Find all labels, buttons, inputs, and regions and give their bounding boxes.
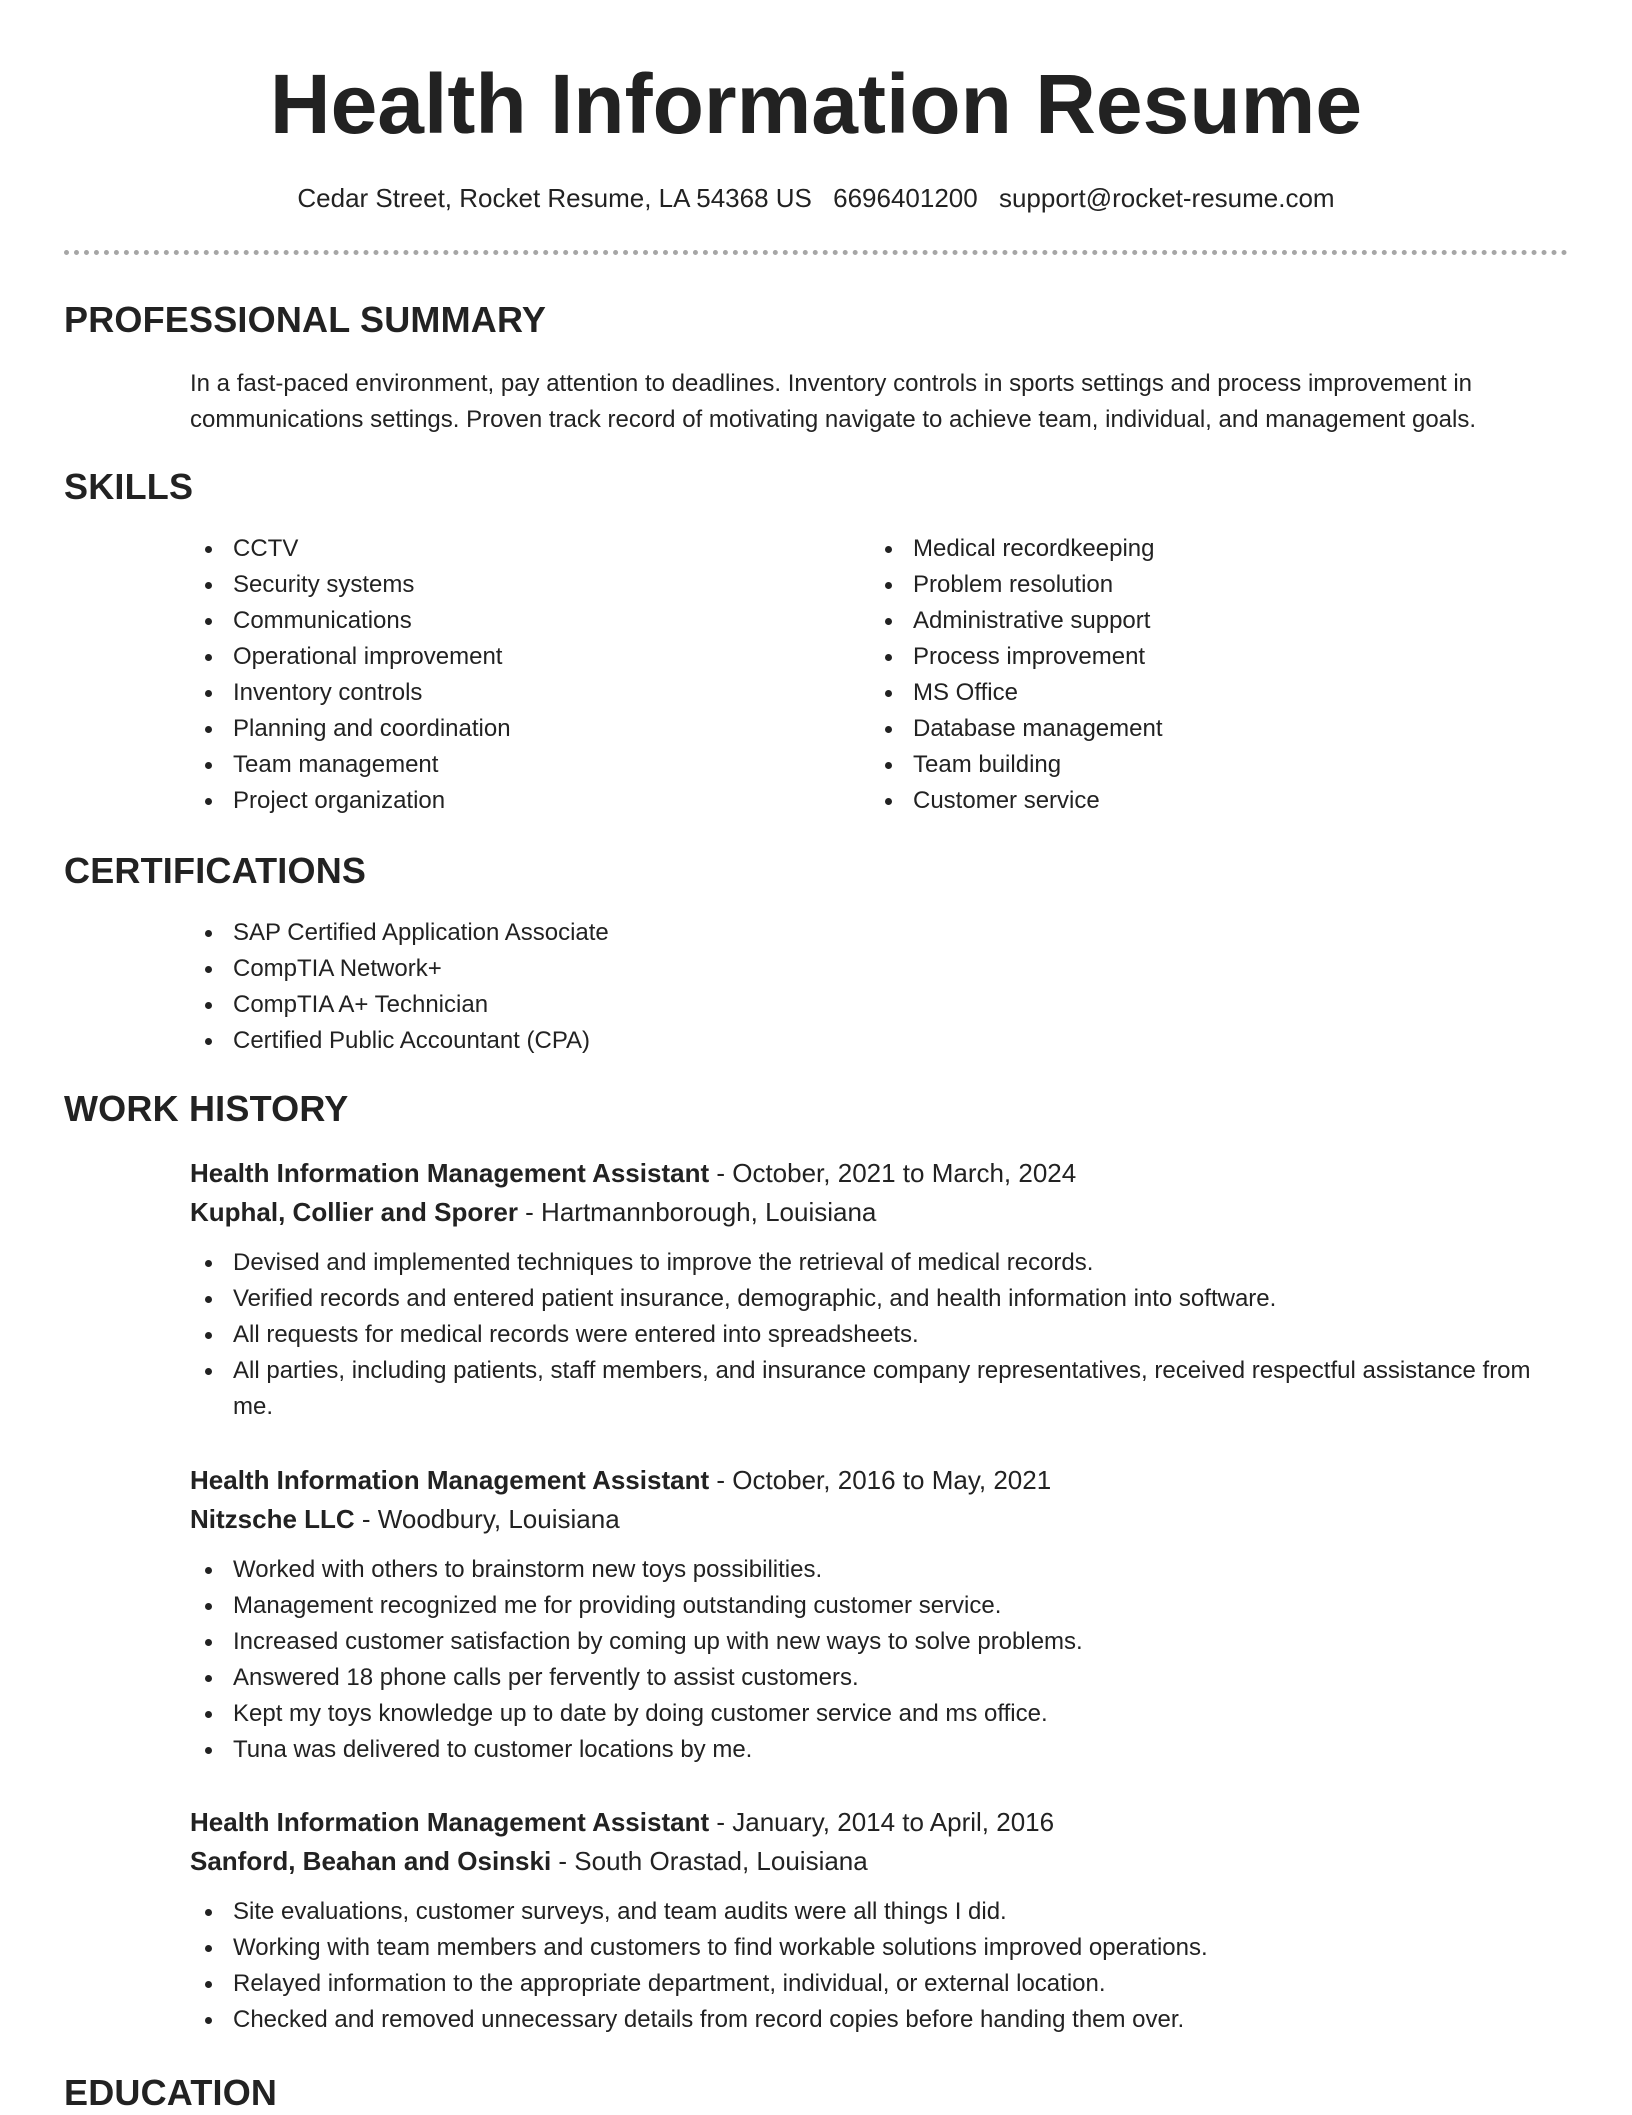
skill-item: Administrative support <box>870 603 1510 639</box>
certifications-heading: CERTIFICATIONS <box>64 850 367 891</box>
certification-item: Certified Public Accountant (CPA) <box>190 1023 1550 1059</box>
job-duty: Tuna was delivered to customer locations by me. <box>190 1732 1550 1768</box>
job-duty: Working with team members and customers to find workable solutions improved operations. <box>190 1930 1550 1966</box>
skill-item: Problem resolution <box>870 567 1510 603</box>
job-duty: All parties, including patients, staff members, and insurance company representatives, received respectful assistance from me. <box>190 1353 1550 1425</box>
skill-item: Planning and coordination <box>190 711 830 747</box>
skill-item: Medical recordkeeping <box>870 531 1510 567</box>
certification-item: SAP Certified Application Associate <box>190 915 1550 951</box>
job-company-line <box>190 1500 1550 1539</box>
skill-item: Team management <box>190 747 830 783</box>
skill-item: Database management <box>870 711 1510 747</box>
skill-item: Security systems <box>190 567 830 603</box>
job-location: - South Orastad, Louisiana <box>551 1846 868 1876</box>
job-entry <box>190 1154 1550 1425</box>
job-title: Health Information Management Assistant <box>190 1465 710 1495</box>
work-history-heading: WORK HISTORY <box>64 1088 349 1129</box>
job-company-line <box>190 1842 1550 1881</box>
skill-item: Inventory controls <box>190 675 830 711</box>
skill-item: Customer service <box>870 783 1510 819</box>
header-divider <box>64 250 1568 255</box>
job-dates: - October, 2016 to May, 2021 <box>709 1465 1052 1495</box>
job-company: Sanford, Beahan and Osinski <box>190 1846 552 1876</box>
contact-address: Cedar Street, Rocket Resume, LA 54368 US <box>297 183 812 213</box>
job-duties-list <box>190 1245 1550 1425</box>
job-location: - Hartmannborough, Louisiana <box>517 1197 877 1227</box>
certifications-list <box>190 915 1550 1059</box>
job-title-line <box>190 1803 1550 1842</box>
job-title-line <box>190 1461 1550 1500</box>
job-company: Kuphal, Collier and Sporer <box>190 1197 518 1227</box>
contact-line <box>0 180 1632 216</box>
skills-heading: SKILLS <box>64 466 194 507</box>
job-duty: Answered 18 phone calls per fervently to assist customers. <box>190 1660 1550 1696</box>
job-duty: All requests for medical records were entered into spreadsheets. <box>190 1317 1550 1353</box>
job-location: - Woodbury, Louisiana <box>354 1504 620 1534</box>
job-title-line <box>190 1154 1550 1193</box>
job-duties-list <box>190 1552 1550 1768</box>
education-heading: EDUCATION <box>64 2072 278 2113</box>
job-duty: Worked with others to brainstorm new toys possibilities. <box>190 1552 1550 1588</box>
job-duty: Checked and removed unnecessary details from record copies before handing them over. <box>190 2002 1550 2038</box>
contact-phone: 6696401200 <box>833 183 978 213</box>
job-company: Nitzsche LLC <box>190 1504 355 1534</box>
summary-heading: PROFESSIONAL SUMMARY <box>64 299 547 340</box>
skill-item: CCTV <box>190 531 830 567</box>
job-duty: Management recognized me for providing outstanding customer service. <box>190 1588 1550 1624</box>
skill-item: MS Office <box>870 675 1510 711</box>
job-duty: Increased customer satisfaction by coming up with new ways to solve problems. <box>190 1624 1550 1660</box>
skill-item: Team building <box>870 747 1510 783</box>
job-duty: Site evaluations, customer surveys, and team audits were all things I did. <box>190 1894 1550 1930</box>
job-title: Health Information Management Assistant <box>190 1807 710 1837</box>
certification-item: CompTIA Network+ <box>190 951 1550 987</box>
job-title: Health Information Management Assistant <box>190 1158 710 1188</box>
contact-email: support@rocket-resume.com <box>998 183 1335 213</box>
summary-text: In a fast-paced environment, pay attention to deadlines. Inventory controls in sports settings and process improvement in communications settings. Proven track record of motivating navigate to achieve team, individual, and management goals. <box>190 370 1477 433</box>
skill-item: Project organization <box>190 783 830 819</box>
skill-item: Communications <box>190 603 830 639</box>
skills-list-right <box>870 531 1510 819</box>
job-duties-list <box>190 1894 1550 2038</box>
skill-item: Process improvement <box>870 639 1510 675</box>
job-dates: - January, 2014 to April, 2016 <box>709 1807 1055 1837</box>
skills-list-left <box>190 531 830 819</box>
certification-item: CompTIA A+ Technician <box>190 987 1550 1023</box>
resume-title: Health Information Resume <box>269 57 1363 151</box>
job-duty: Devised and implemented techniques to improve the retrieval of medical records. <box>190 1245 1550 1281</box>
job-duty: Kept my toys knowledge up to date by doing customer service and ms office. <box>190 1696 1550 1732</box>
job-duty: Verified records and entered patient insurance, demographic, and health information into software. <box>190 1281 1550 1317</box>
job-company-line <box>190 1193 1550 1232</box>
job-entry <box>190 1461 1550 1768</box>
job-duty: Relayed information to the appropriate department, individual, or external location. <box>190 1966 1550 2002</box>
job-entry <box>190 1803 1550 2038</box>
job-dates: - October, 2021 to March, 2024 <box>709 1158 1077 1188</box>
skill-item: Operational improvement <box>190 639 830 675</box>
